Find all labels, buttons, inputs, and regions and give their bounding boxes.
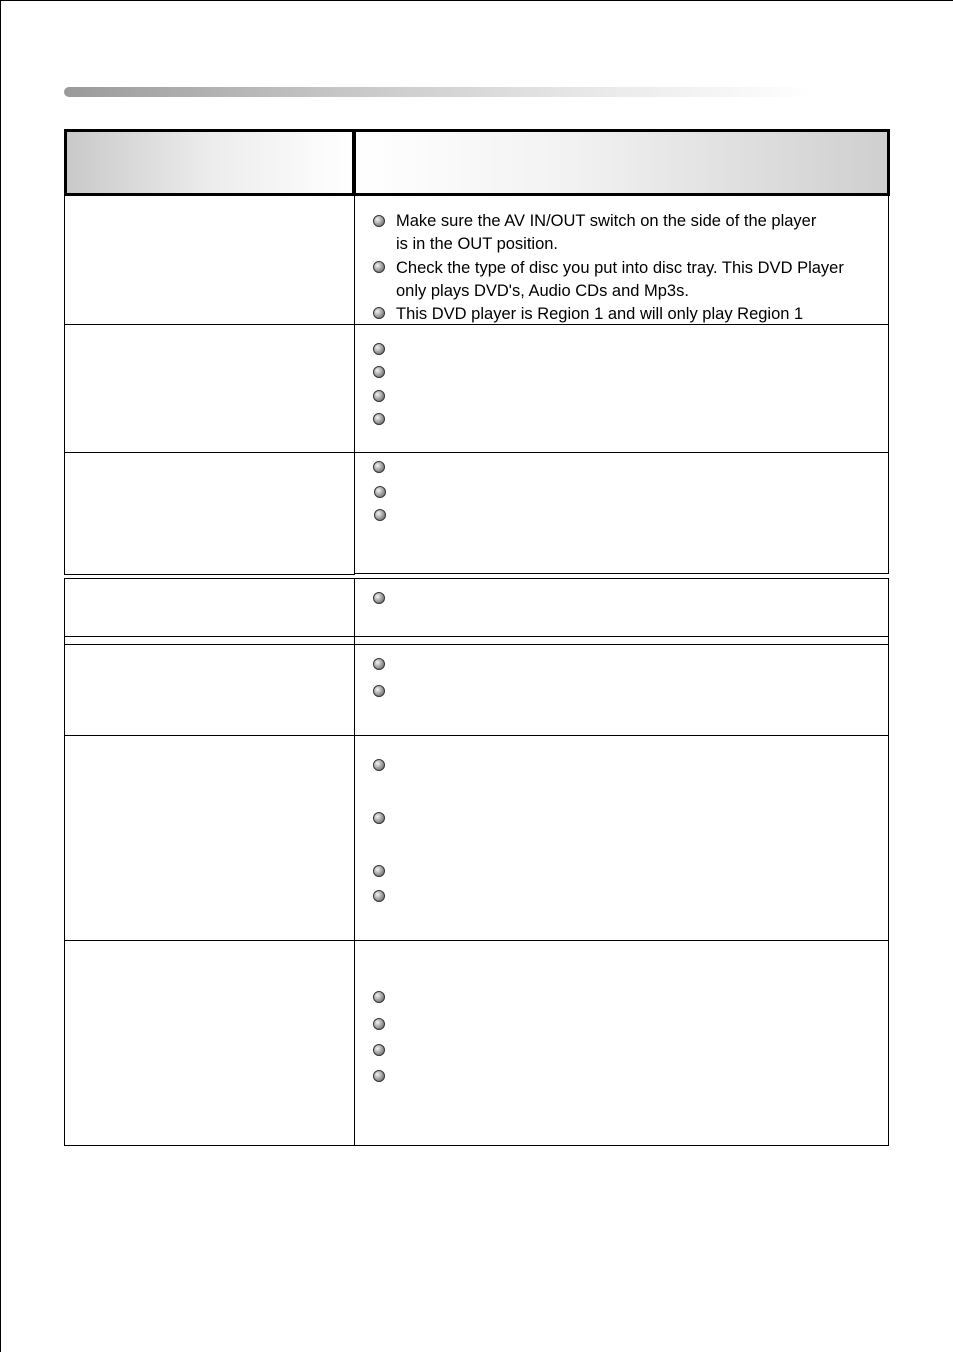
table-cell-solution (354, 324, 889, 453)
bullet-icon (373, 1044, 385, 1056)
bullet-icon (373, 390, 385, 402)
table-cell-solution (354, 578, 889, 637)
page-border (0, 0, 953, 1)
bullet-icon (373, 343, 385, 355)
table-cell-symptom (64, 195, 355, 325)
table-cell-symptom (64, 940, 355, 1146)
bullet-icon (373, 592, 385, 604)
bullet-icon (373, 865, 385, 877)
bullet-icon (373, 812, 385, 824)
table-cell-solution (354, 735, 889, 941)
bullet-icon (373, 1018, 385, 1030)
table-cell-solution (354, 940, 889, 1146)
bullet-icon (373, 461, 385, 473)
bullet-icon (373, 658, 385, 670)
bullet-icon (373, 261, 385, 273)
table-header-symptom (64, 129, 355, 196)
bullet-icon (373, 413, 385, 425)
section-header-bar (64, 87, 814, 97)
bullet-icon (373, 1070, 385, 1082)
list-item-text: Make sure the AV IN/OUT switch on the side of the player is in the OUT position. (396, 212, 817, 253)
bullet-icon (373, 307, 385, 319)
list-item-text: Check the type of disc you put into disc tray. This DVD Player only plays DVD's, Audio CDs and Mp3s. (396, 259, 844, 300)
bullet-icon (374, 509, 386, 521)
table-cell-solution (354, 452, 889, 574)
table-cell-symptom (64, 452, 355, 575)
bullet-icon (373, 890, 385, 902)
table-cell-symptom (64, 578, 355, 637)
table-header-solution (353, 129, 890, 196)
page-border (0, 0, 1, 1352)
bullet-icon (373, 991, 385, 1003)
table-cell-symptom (64, 644, 355, 736)
bullet-icon (373, 366, 385, 378)
bullet-icon (373, 759, 385, 771)
table-cell-symptom (64, 324, 355, 453)
bullet-icon (373, 215, 385, 227)
bullet-icon (374, 486, 386, 498)
list-item-text: This DVD player is Region 1 and will only play Region 1 (396, 305, 804, 323)
table-cell-symptom (64, 735, 355, 941)
bullet-icon (373, 685, 385, 697)
table-cell-solution (354, 644, 889, 736)
